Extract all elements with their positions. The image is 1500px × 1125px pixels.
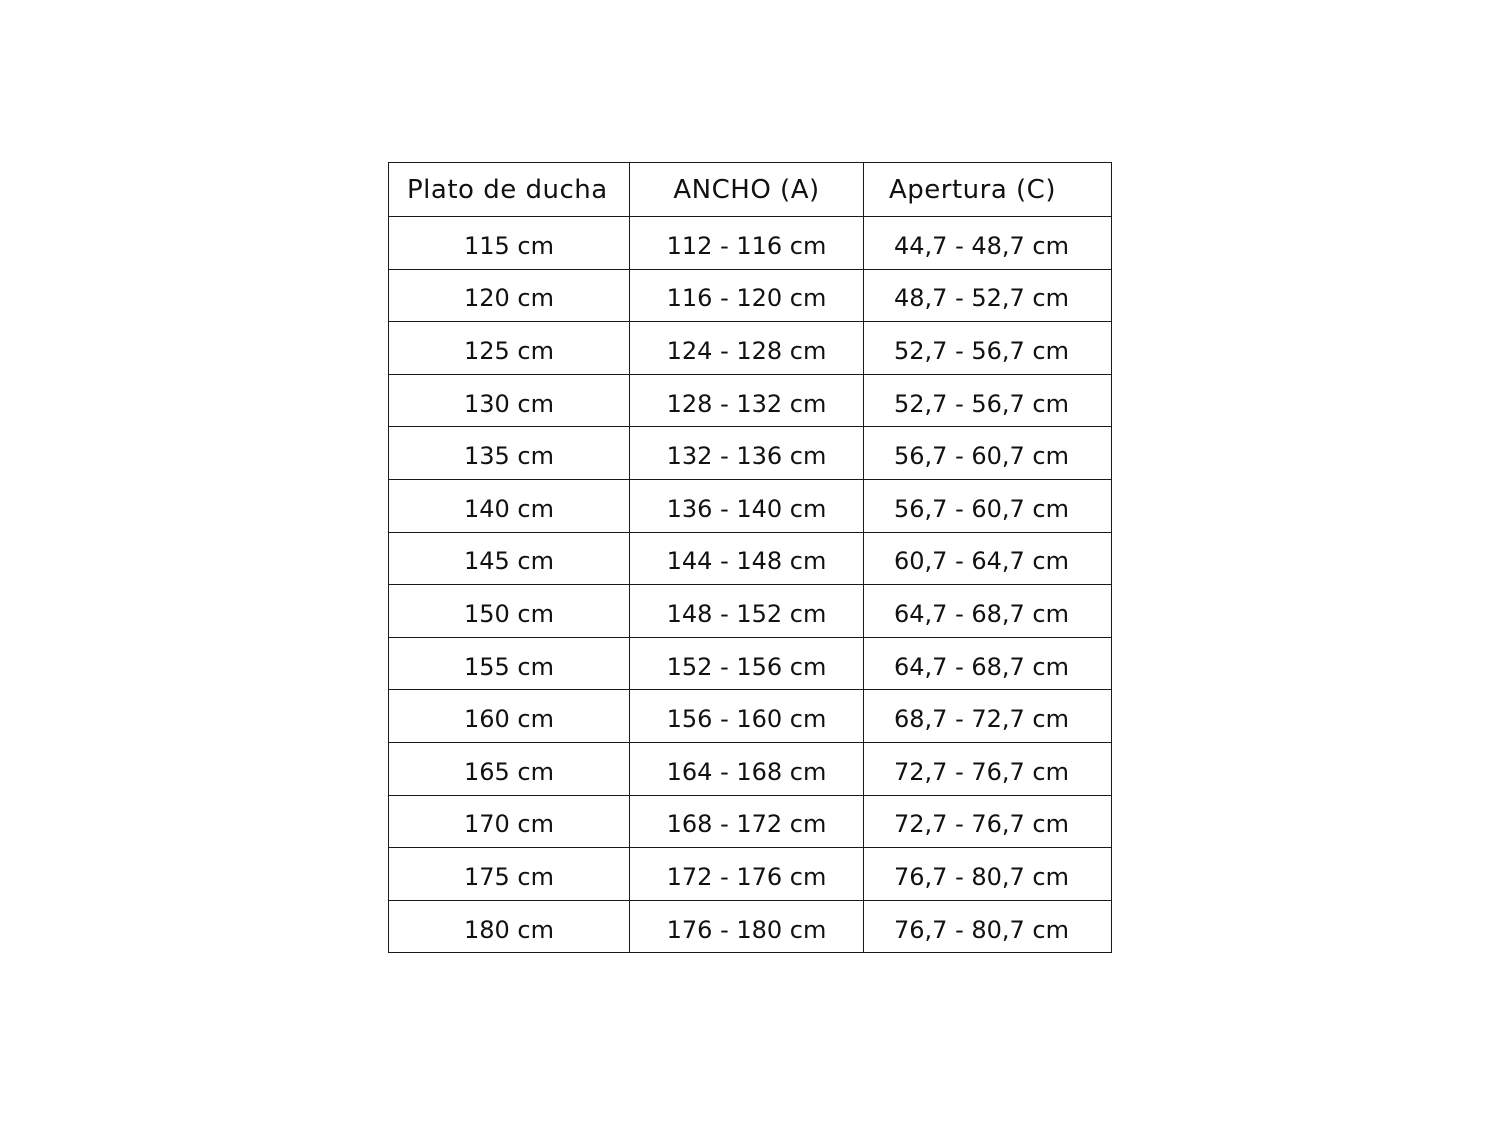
table-row: [389, 322, 1112, 375]
cell-apertura: 64,7 - 68,7 cm: [864, 585, 1112, 638]
cell-plato-de-ducha: 175 cm: [389, 848, 630, 901]
cell-ancho: 132 - 136 cm: [630, 427, 864, 480]
table-row: [389, 479, 1112, 532]
cell-ancho: 164 - 168 cm: [630, 742, 864, 795]
table-row: [389, 848, 1112, 901]
cell-apertura: 52,7 - 56,7 cm: [864, 322, 1112, 375]
size-table: [388, 162, 1112, 953]
cell-apertura: 56,7 - 60,7 cm: [864, 479, 1112, 532]
cell-ancho: 148 - 152 cm: [630, 585, 864, 638]
cell-plato-de-ducha: 125 cm: [389, 322, 630, 375]
cell-apertura: 72,7 - 76,7 cm: [864, 742, 1112, 795]
table-row: [389, 217, 1112, 270]
cell-apertura: 60,7 - 64,7 cm: [864, 532, 1112, 585]
table-row: [389, 374, 1112, 427]
cell-plato-de-ducha: 135 cm: [389, 427, 630, 480]
column-header-apertura: Apertura (C): [864, 163, 1112, 217]
cell-plato-de-ducha: 165 cm: [389, 742, 630, 795]
cell-apertura: 52,7 - 56,7 cm: [864, 374, 1112, 427]
cell-ancho: 156 - 160 cm: [630, 690, 864, 743]
cell-ancho: 172 - 176 cm: [630, 848, 864, 901]
cell-plato-de-ducha: 130 cm: [389, 374, 630, 427]
cell-plato-de-ducha: 170 cm: [389, 795, 630, 848]
cell-apertura: 76,7 - 80,7 cm: [864, 848, 1112, 901]
cell-ancho: 124 - 128 cm: [630, 322, 864, 375]
table-row: [389, 637, 1112, 690]
cell-plato-de-ducha: 180 cm: [389, 900, 630, 953]
table-header: [389, 163, 1112, 217]
header-row: [389, 163, 1112, 217]
cell-ancho: 176 - 180 cm: [630, 900, 864, 953]
table-body: [389, 217, 1112, 953]
cell-plato-de-ducha: 150 cm: [389, 585, 630, 638]
cell-plato-de-ducha: 145 cm: [389, 532, 630, 585]
table-row: [389, 690, 1112, 743]
cell-ancho: 168 - 172 cm: [630, 795, 864, 848]
cell-ancho: 144 - 148 cm: [630, 532, 864, 585]
cell-ancho: 128 - 132 cm: [630, 374, 864, 427]
cell-ancho: 116 - 120 cm: [630, 269, 864, 322]
cell-plato-de-ducha: 155 cm: [389, 637, 630, 690]
table-row: [389, 269, 1112, 322]
table-row: [389, 742, 1112, 795]
cell-apertura: 72,7 - 76,7 cm: [864, 795, 1112, 848]
table-row: [389, 532, 1112, 585]
cell-ancho: 152 - 156 cm: [630, 637, 864, 690]
cell-ancho: 136 - 140 cm: [630, 479, 864, 532]
cell-plato-de-ducha: 115 cm: [389, 217, 630, 270]
cell-apertura: 68,7 - 72,7 cm: [864, 690, 1112, 743]
cell-apertura: 48,7 - 52,7 cm: [864, 269, 1112, 322]
cell-plato-de-ducha: 120 cm: [389, 269, 630, 322]
table-row: [389, 585, 1112, 638]
table-row: [389, 427, 1112, 480]
table-row: [389, 795, 1112, 848]
cell-plato-de-ducha: 140 cm: [389, 479, 630, 532]
cell-ancho: 112 - 116 cm: [630, 217, 864, 270]
cell-apertura: 56,7 - 60,7 cm: [864, 427, 1112, 480]
cell-plato-de-ducha: 160 cm: [389, 690, 630, 743]
column-header-ancho: ANCHO (A): [630, 163, 864, 217]
column-header-plato-de-ducha: Plato de ducha: [389, 163, 630, 217]
cell-apertura: 44,7 - 48,7 cm: [864, 217, 1112, 270]
table-row: [389, 900, 1112, 953]
cell-apertura: 64,7 - 68,7 cm: [864, 637, 1112, 690]
cell-apertura: 76,7 - 80,7 cm: [864, 900, 1112, 953]
